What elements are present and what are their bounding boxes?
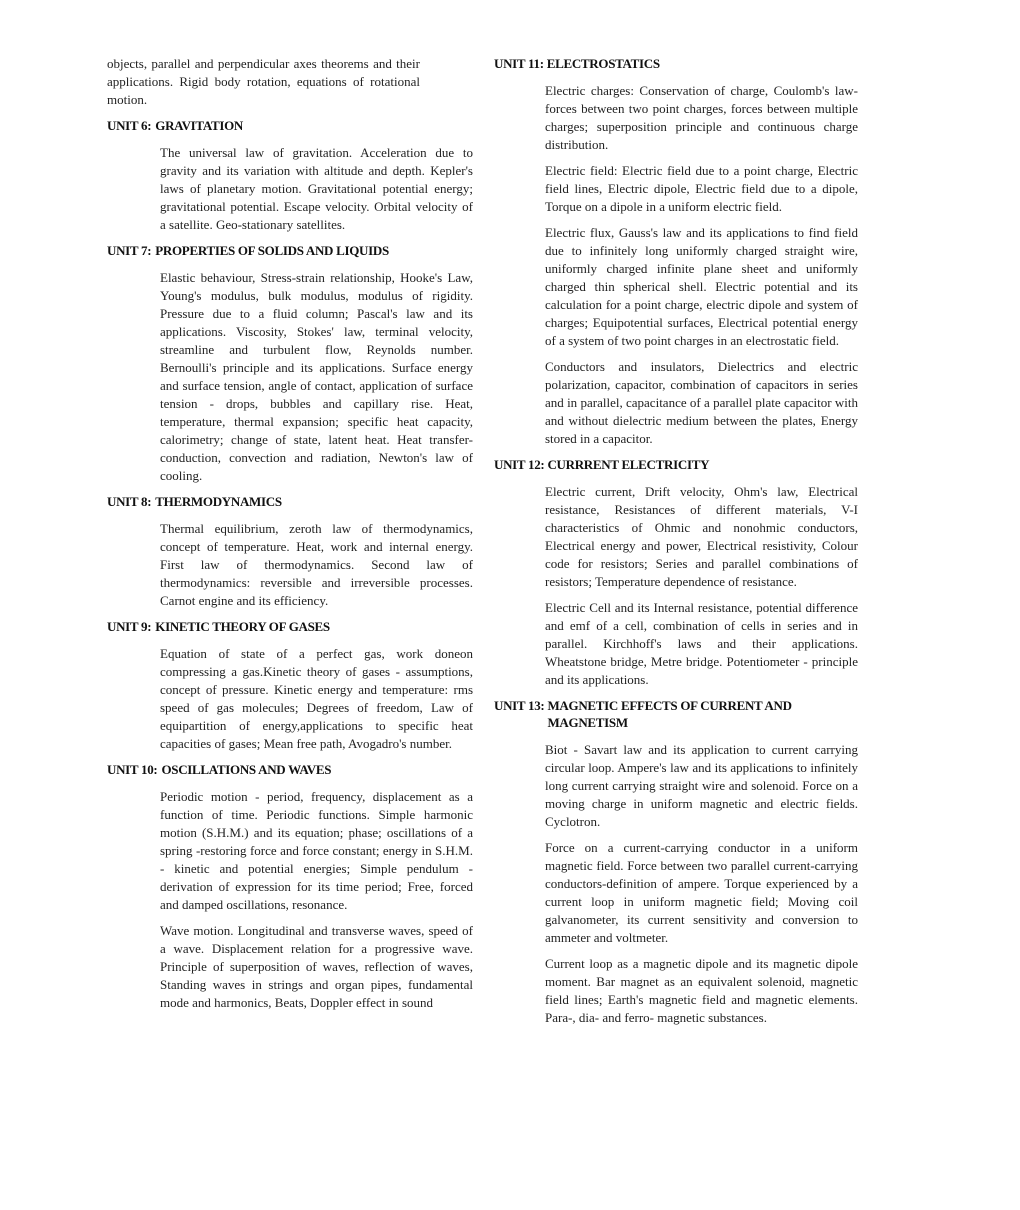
unit-12-current-electricity: [494, 456, 858, 689]
unit-heading: [107, 493, 473, 510]
unit-10-oscillations-and-waves: [107, 761, 473, 1012]
unit-paragraph: Electric field: Electric field due to a point charge, Electric field lines, Electric dipole, Electric field due to a dipole, Torque on a dipole in a uniform electric field.: [545, 163, 858, 214]
unit-paragraph: The universal law of gravitation. Acceleration due to gravity and its variation with altitude and depth. Kepler's laws of planetary motion. Gravitational potential energy; gravitational potential. Escape velocity. Orbital velocity of a satellite. Geo-stationary satellites.: [160, 145, 473, 232]
unit-title: PROPERTIES OF SOLIDS AND LIQUIDS: [155, 243, 389, 258]
unit-title: THERMODYNAMICS: [155, 494, 282, 509]
unit-title: CURRRENT ELECTRICITY: [547, 457, 710, 472]
unit-title: MAGNETIC EFFECTS OF CURRENT AND MAGNETISM: [547, 698, 792, 730]
unit-paragraph: Equation of state of a perfect gas, work doneon compressing a gas.Kinetic theory of gases - assumptions, concept of pressure. Kinetic energy and temperature: rms speed of gas molecules; Degrees of freedom, Law of equipartition of energy,applications to specific heat capacities of gases; Mean free path, Avogadro's number.: [160, 646, 473, 751]
unit-paragraph: Wave motion. Longitudinal and transverse waves, speed of a wave. Displacement relation for a progressive wave. Principle of superposition of waves, reflection of waves, Standing waves in strings and organ pipes, fundamental mode and harmonics, Beats, Doppler effect in sound: [160, 923, 473, 1010]
right-column: [494, 55, 858, 1035]
unit-number: UNIT 10:: [107, 762, 158, 777]
unit-paragraph: Force on a current-carrying conductor in a uniform magnetic field. Force between two parallel current-carrying conductors-definition of ampere. Torque experienced by a current loop in uniform magnetic field; Moving coil galvanometer, its current sensitivity and conversion to ammeter and voltmeter.: [545, 840, 858, 945]
unit-heading: [494, 697, 858, 731]
unit-paragraph: Electric flux, Gauss's law and its applications to find field due to infinitely long uniformly charged straight wire, uniformly charged infinite plane sheet and uniformly charged thin spherical shell. Electric potential and its calculation for a point charge, electric dipole and system of charges; Equipotential surfaces, Electrical potential energy of a system of two point charges in an electrostatic field.: [545, 225, 858, 348]
unit-heading: [494, 55, 858, 72]
unit-paragraph: Periodic motion - period, frequency, displacement as a function of time. Periodic functions. Simple harmonic motion (S.H.M.) and its equation; phase; oscillations of a spring -restoring force and force constant; energy in S.H.M. - kinetic and potential energies; Simple pendulum - derivation of expression for its time period; Free, forced and damped oscillations, resonance.: [160, 789, 473, 912]
unit-heading: [107, 242, 473, 259]
unit-number: UNIT 9:: [107, 619, 152, 634]
unit-title: GRAVITATION: [155, 118, 243, 133]
unit-number: UNIT 7:: [107, 243, 152, 258]
unit-heading: [107, 618, 473, 635]
unit-paragraph: Electric Cell and its Internal resistance, potential difference and emf of a cell, combination of cells in series and in parallel. Kirchhoff's laws and their applications. Wheatstone bridge, Metre bridge. Potentiometer - principle and its applications.: [545, 600, 858, 687]
left-column: [107, 55, 473, 1020]
unit-paragraph: Electric charges: Conservation of charge, Coulomb's law-forces between two point charges, forces between multiple charges; superposition principle and continuous charge distribution.: [545, 83, 858, 152]
unit-number: UNIT 8:: [107, 494, 152, 509]
unit-title: KINETIC THEORY OF GASES: [155, 619, 330, 634]
unit-heading: [494, 456, 858, 473]
unit-paragraph: Electric current, Drift velocity, Ohm's law, Electrical resistance, Resistances of different materials, V-I characteristics of Ohmic and nonohmic conductors, Electrical energy and power, Electrical resistivity, Colour code for resistors; Series and parallel combinations of resistors; Temperature dependence of resistance.: [545, 484, 858, 589]
unit-11-electrostatics: [494, 55, 858, 448]
unit-paragraph: Elastic behaviour, Stress-strain relationship, Hooke's Law, Young's modulus, bulk modulus, modulus of rigidity. Pressure due to a fluid column; Pascal's law and its applications. Viscosity, Stokes' law, terminal velocity, streamline and turbulent flow, Reynolds number. Bernoulli's principle and its applications. Surface energy and surface tension, angle of contact, application of surface tension - drops, bubbles and capillary rise. Heat, temperature, thermal expansion; specific heat capacity, calorimetry; change of state, latent heat. Heat transfer-conduction, convection and radiation, Newton's law of cooling.: [160, 270, 473, 483]
unit-8-thermodynamics: [107, 493, 473, 610]
continued-paragraph: objects, parallel and perpendicular axes theorems and their applications. Rigid body rotation, equations of rotational motion.: [107, 56, 420, 107]
unit-paragraph: Biot - Savart law and its application to current carrying circular loop. Ampere's law and its applications to infinitely long current carrying straight wire and solenoid. Force on a moving charge in uniform magnetic and electric fields. Cyclotron.: [545, 742, 858, 829]
unit-number: UNIT 6:: [107, 118, 152, 133]
unit-13-magnetic-effects-of-current-and-magnetism: [494, 697, 858, 1027]
unit-heading: [107, 117, 473, 134]
unit-number: UNIT 11:: [494, 56, 544, 71]
unit-paragraph: Thermal equilibrium, zeroth law of thermodynamics, concept of temperature. Heat, work and internal energy. First law of thermodynamics. Second law of thermodynamics: reversible and irreversible processes. Carnot engine and its efficiency.: [160, 521, 473, 608]
unit-9-kinetic-theory-of-gases: [107, 618, 473, 753]
unit-number: UNIT 12:: [494, 457, 545, 472]
unit-title: OSCILLATIONS AND WAVES: [161, 762, 332, 777]
unit-number: UNIT 13:: [494, 698, 545, 713]
unit-title: ELECTROSTATICS: [546, 56, 660, 71]
unit-heading: [107, 761, 473, 778]
unit-6-gravitation: [107, 117, 473, 234]
unit-paragraph: Conductors and insulators, Dielectrics and electric polarization, capacitor, combination of capacitors in series and in parallel, capacitance of a parallel plate capacitor with and without dielectric medium between the plates, Energy stored in a capacitor.: [545, 359, 858, 446]
unit-7-properties-of-solids-and-liquids: [107, 242, 473, 485]
unit-paragraph: Current loop as a magnetic dipole and its magnetic dipole moment. Bar magnet as an equivalent solenoid, magnetic field lines; Earth's magnetic field and magnetic elements. Para-, dia- and ferro- magnetic substances.: [545, 956, 858, 1025]
